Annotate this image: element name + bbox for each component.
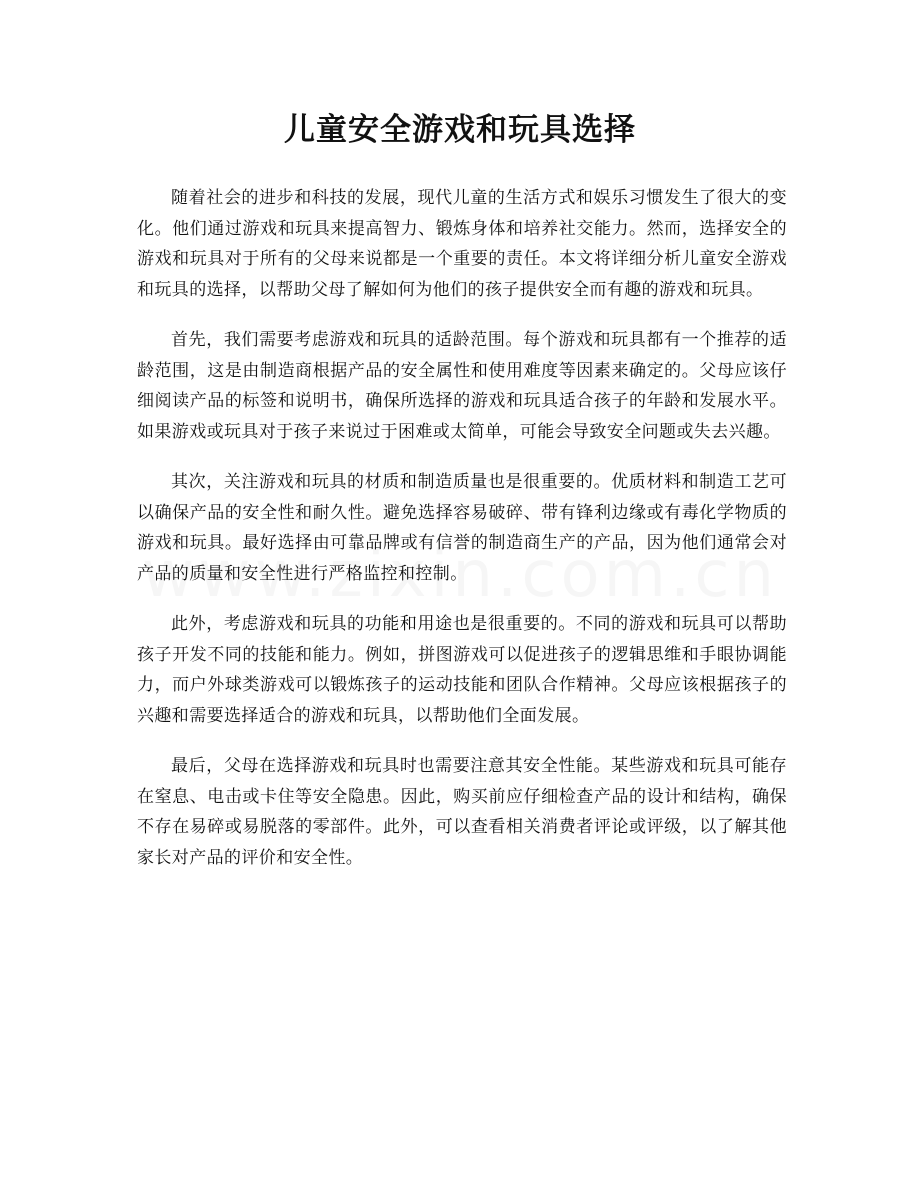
paragraph-material-quality: 其次，关注游戏和玩具的材质和制造质量也是很重要的。优质材料和制造工艺可以确保产品的安全性和耐久性。避免选择容易破碎、带有锋利边缘或有毒化学物质的游戏和玩具。最好选择由可靠品牌或有信誉的制造商生产的产品，因为他们通常会对产品的质量和安全性进行严格监控和控制。	[137, 472, 787, 584]
paragraph-function-purpose: 此外，考虑游戏和玩具的功能和用途也是很重要的。不同的游戏和玩具可以帮助孩子开发不同的技能和能力。例如，拼图游戏可以促进孩子的逻辑思维和手眼协调能力，而户外球类游戏可以锻炼孩子的运动技能和团队合作精神。父母应该根据孩子的兴趣和需要选择适合的游戏和玩具，以帮助他们全面发展。	[137, 614, 787, 726]
page-title: 儿童安全游戏和玩具选择	[284, 112, 636, 148]
paragraph-intro: 随着社会的进步和科技的发展，现代儿童的生活方式和娱乐习惯发生了很大的变化。他们通过游戏和玩具来提高智力、锻炼身体和培养社交能力。然而，选择安全的游戏和玩具对于所有的父母来说都是一个重要的责任。本文将详细分析儿童安全游戏和玩具的选择，以帮助父母了解如何为他们的孩子提供安全而有趣的游戏和玩具。	[137, 188, 787, 300]
paragraph-age-range: 首先，我们需要考虑游戏和玩具的适龄范围。每个游戏和玩具都有一个推荐的适龄范围，这是由制造商根据产品的安全属性和使用难度等因素来确定的。父母应该仔细阅读产品的标签和说明书，确保所选择的游戏和玩具适合孩子的年龄和发展水平。如果游戏或玩具对于孩子来说过于困难或太简单，可能会导致安全问题或失去兴趣。	[137, 330, 787, 442]
document-body	[137, 183, 787, 893]
paragraph-safety-performance: 最后，父母在选择游戏和玩具时也需要注意其安全性能。某些游戏和玩具可能存在窒息、电击或卡住等安全隐患。因此，购买前应仔细检查产品的设计和结构，确保不存在易碎或易脱落的零部件。此外，可以查看相关消费者评论或评级，以了解其他家长对产品的评价和安全性。	[137, 756, 787, 868]
